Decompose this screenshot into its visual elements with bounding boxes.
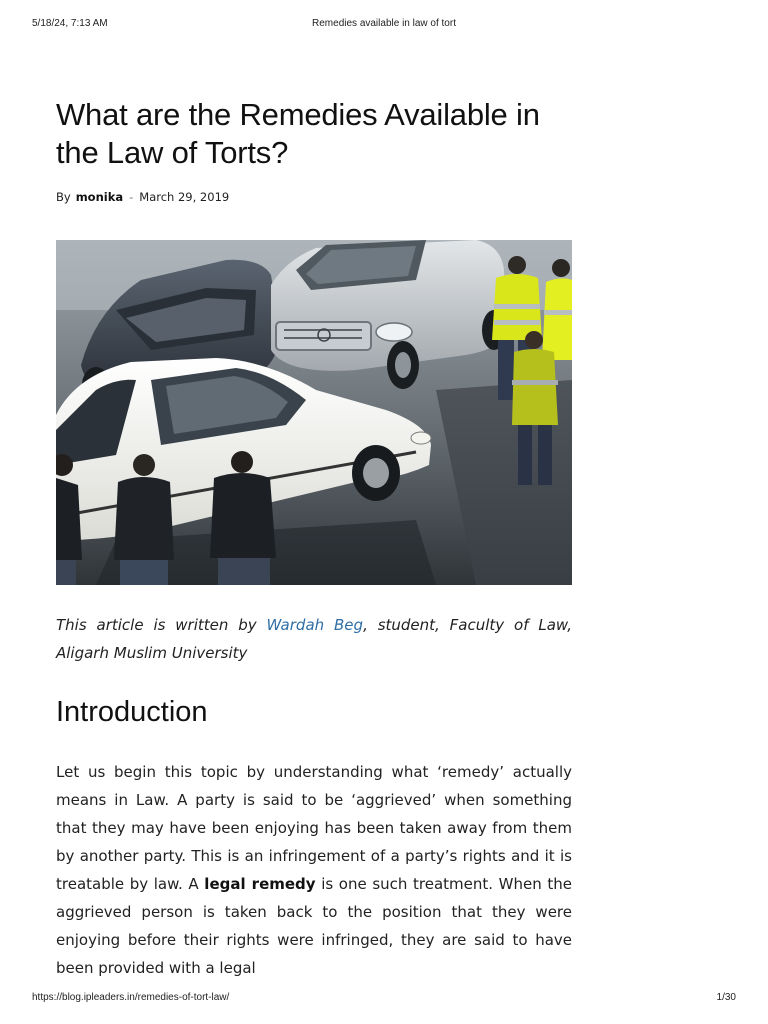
byline-suffix: , student, Faculty of Law, Aligarh Muslim University <box>56 616 573 662</box>
section-heading-introduction: Introduction <box>56 696 208 728</box>
print-page-number: 1/30 <box>716 992 736 1003</box>
print-header <box>32 18 736 32</box>
byline-prefix: This article is written by <box>56 616 267 634</box>
article-meta <box>56 190 572 206</box>
article <box>56 96 573 977</box>
hero-image <box>56 240 572 585</box>
print-page-title: Remedies available in law of tort <box>312 18 456 29</box>
intro-paragraph <box>56 758 572 982</box>
intro-text-part1: Let us begin this topic by understanding what ‘remedy’ actually means in Law. A party is said to be ‘aggrieved’ when something that they may have been enjoying has been taken away from them by another party. This is an infringement of a party’s rights and it is treatable by law. A <box>56 763 572 893</box>
publish-date: March 29, 2019 <box>139 190 230 204</box>
article-byline <box>56 611 572 667</box>
by-label: By <box>56 190 71 204</box>
meta-separator: - <box>129 190 134 204</box>
intro-bold-term: legal remedy <box>204 875 316 893</box>
byline-author-link[interactable]: Wardah Beg <box>266 616 364 634</box>
article-title: What are the Remedies Available in the Law of Torts? <box>56 97 540 170</box>
intro-text-part2: is one such treatment. When the aggrieved person is taken back to the position that they were enjoying before their rights were infringed, they are said to have been provided with a legal <box>56 875 572 977</box>
print-datetime: 5/18/24, 7:13 AM <box>32 18 108 29</box>
author-link[interactable]: monika <box>75 190 124 204</box>
print-url: https://blog.ipleaders.in/remedies-of-tort-law/ <box>32 992 230 1003</box>
print-footer <box>32 992 736 1006</box>
